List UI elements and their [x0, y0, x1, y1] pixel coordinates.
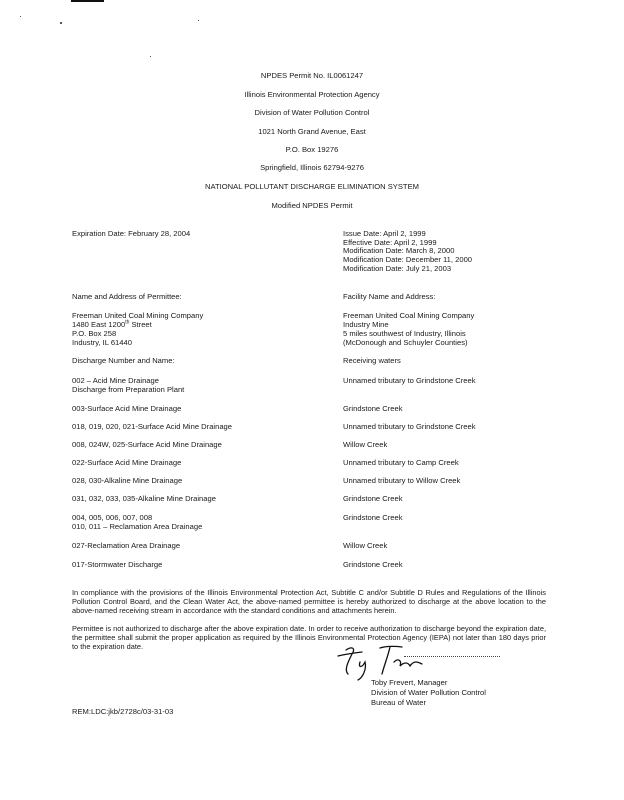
permittee-street: [72, 320, 152, 329]
division-name: Division of Water Pollution Control: [254, 108, 370, 117]
receiving-water: Willow Creek: [343, 440, 388, 449]
permit-number: NPDES Permit No. IL0061247: [260, 71, 364, 80]
permittee-po-box: P.O. Box 258: [72, 329, 117, 338]
discharge-name: 002 – Acid Mine Drainage: [72, 376, 159, 385]
reference-code: REM:LDC:jkb/2728c/03-31-03: [72, 707, 174, 716]
discharge-name: 028, 030-Alkaline Mine Drainage: [72, 476, 183, 485]
facility-name: Freeman United Coal Mining Company: [343, 311, 475, 320]
modified-permit-label: Modified NPDES Permit: [271, 201, 353, 210]
effective-date: Effective Date: April 2, 1999: [343, 238, 437, 247]
agency-po-box: P.O. Box 19276: [285, 145, 339, 154]
signer-division: Division of Water Pollution Control: [371, 688, 486, 697]
facility-location: 5 miles southwest of Industry, Illinois: [343, 329, 466, 338]
agency-name: Illinois Environmental Protection Agency: [244, 90, 380, 99]
receiving-water: Unnamed tributary to Willow Creek: [343, 476, 461, 485]
receiving-water: Grindstone Creek: [343, 404, 403, 413]
signer-bureau: Bureau of Water: [371, 698, 427, 707]
agency-city: Springfield, Illinois 62794-9276: [260, 163, 364, 172]
scan-speck: [150, 56, 151, 57]
facility-counties: (McDonough and Schuyler Counties): [343, 338, 468, 347]
authorization-paragraph: Permittee is not authorized to discharge after the above expiration date. In order to receive authorization to discharge beyond the expiration date, the permittee shall submit the proper application as required by the Illinois Environmental Protection Agency (IEPA) not later than 180 days prior to the expiration date.: [72, 624, 546, 652]
scan-speck: [60, 22, 62, 24]
receiving-water: Unnamed tributary to Camp Creek: [343, 458, 459, 467]
scan-speck: [20, 16, 21, 17]
permittee-name: Freeman United Coal Mining Company: [72, 311, 204, 320]
receiving-water: Unnamed tributary to Grindstone Creek: [343, 376, 476, 385]
issue-date: Issue Date: April 2, 1999: [343, 229, 426, 238]
signature-line: [404, 656, 500, 657]
facility-mine: Industry Mine: [343, 320, 389, 329]
permittee-street-number: 1480 East 1200: [72, 320, 126, 329]
facility-heading: Facility Name and Address:: [343, 292, 436, 301]
receiving-water: Grindstone Creek: [343, 513, 403, 522]
modification-date-3: Modification Date: July 21, 2003: [343, 264, 452, 273]
agency-street: 1021 North Grand Avenue, East: [258, 127, 366, 136]
discharge-name: 003-Surface Acid Mine Drainage: [72, 404, 182, 413]
discharge-name-line2: 010, 011 – Reclamation Area Drainage: [72, 522, 203, 531]
discharge-name: 031, 032, 033, 035-Alkaline Mine Drainage: [72, 494, 216, 503]
discharge-name: 018, 019, 020, 021-Surface Acid Mine Drainage: [72, 422, 232, 431]
discharge-name: 004, 005, 006, 007, 008: [72, 513, 153, 522]
scan-edge-mark: [71, 0, 104, 2]
discharge-name: 027-Reclamation Area Drainage: [72, 541, 181, 550]
discharge-name: 022-Surface Acid Mine Drainage: [72, 458, 182, 467]
discharge-heading: Discharge Number and Name:: [72, 356, 175, 365]
signature-mark: [332, 640, 452, 682]
receiving-heading: Receiving waters: [343, 356, 401, 365]
receiving-water: Willow Creek: [343, 541, 388, 550]
compliance-paragraph: In compliance with the provisions of the Illinois Environmental Protection Act, Subtitle C and/or Subtitle D Rules and Regulations of the Illinois Pollution Control Board, and the Clean Water Act, the above-named permittee is hereby authorized to discharge at the above location to the above-named receiving stream in accordance with the standard conditions and attachments herein.: [72, 588, 546, 616]
system-title: NATIONAL POLLUTANT DISCHARGE ELIMINATION SYSTEM: [205, 182, 419, 191]
modification-date-1: Modification Date: March 8, 2000: [343, 246, 455, 255]
receiving-water: Grindstone Creek: [343, 494, 403, 503]
permittee-city: Industry, IL 61440: [72, 338, 132, 347]
discharge-name-line2: Discharge from Preparation Plant: [72, 385, 185, 394]
discharge-name: 008, 024W, 025-Surface Acid Mine Drainage: [72, 440, 222, 449]
permittee-street-name: Street: [129, 320, 152, 329]
signer-name: Toby Frevert, Manager: [371, 678, 448, 687]
modification-date-2: Modification Date: December 11, 2000: [343, 255, 473, 264]
permittee-heading: Name and Address of Permittee:: [72, 292, 182, 301]
discharge-name: 017-Stormwater Discharge: [72, 560, 163, 569]
expiration-date: Expiration Date: February 28, 2004: [72, 229, 191, 238]
receiving-water: Grindstone Creek: [343, 560, 403, 569]
receiving-water: Unnamed tributary to Grindstone Creek: [343, 422, 476, 431]
permittee-street-suffix: th: [125, 319, 130, 326]
scan-speck: [198, 20, 199, 21]
